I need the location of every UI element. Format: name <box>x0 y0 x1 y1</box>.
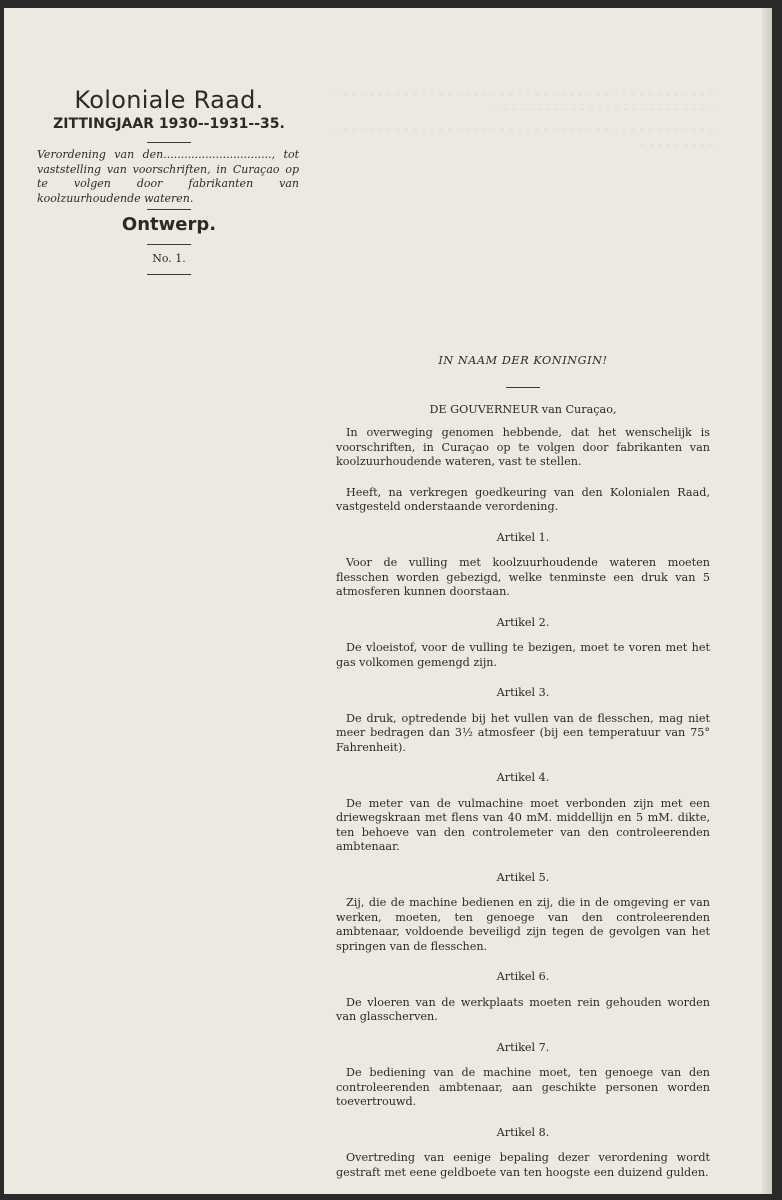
article-heading: Artikel 8. <box>496 1125 550 1139</box>
draft-label: Ontwerp. <box>121 214 217 235</box>
page-edge-shadow <box>762 8 772 1194</box>
ordinance-subject: Verordening van den..............................., tot vaststelling van voorschriften, in Curaçao op te volgen door fabrikanten van koolzuurhoudende wateren. <box>37 148 299 205</box>
ordinance-body <box>336 354 710 1180</box>
draft-rule <box>147 244 191 245</box>
article-text: Voor de vulling met koolzuurhoudende wateren moeten flesschen worden gebezigd, welke tenminste een druk van 5 atmosferen kunnen doorstaan. <box>336 556 710 598</box>
council-header <box>44 86 294 143</box>
show-through-texture: ⁃ ⁃ ⁃ ⁃ ⁃ ⁃ ⁃ ⁃ ⁃ ⁃ ⁃ ⁃ ⁃ ⁃ ⁃ ⁃ ⁃ ⁃ ⁃ ⁃ ⁃ ⁃ ⁃ ⁃ ⁃ ⁃ ⁃ ⁃ ⁃ ⁃ ⁃ ⁃ ⁃ ⁃ ⁃ ⁃ ⁃ ⁃ ⁃ ⁃ ⁃ ⁃ ⁃ ⁃ ⁃ ⁃ ⁃ ⁃ ⁃ ⁃ ⁃ ⁃ ⁃ ⁃ ⁃ ⁃ ⁃ ⁃ ⁃ ⁃ ⁃ ⁃ ⁃ ⁃ ⁃ ⁃ ⁃ ⁃ ⁃ ⁃ ⁃ ⁃ ⁃ ⁃ ⁃ ⁃ ⁃ ⁃ ⁃ ⁃ ⁃ ⁃ ⁃ ⁃ ⁃ ⁃ ⁃ ⁃ ⁃ ⁃ ⁃ ⁃ ⁃ ⁃ ⁃ ⁃ ⁃ ⁃ ⁃ ⁃ ⁃ ⁃ ⁃ ⁃ ⁃ ⁃ ⁃ ⁃ ⁃ ⁃ ⁃ ⁃ ⁃ ⁃ ⁃ ⁃ ⁃ ⁃ ⁃ ⁃ ⁃ ⁃ ⁃ <box>334 89 714 152</box>
article-text: De vloeistof, voor de vulling te bezigen, moet te voren met het gas volkomen gemengd zijn. <box>336 641 710 669</box>
header-rule <box>147 142 191 143</box>
preamble-considering: In overweging genomen hebbende, dat het wenschelijk is voorschriften, in Curaçao op te volgen door fabrikanten van koolzuurhoudende wateren, vast te stellen. <box>336 426 710 468</box>
article-heading: Artikel 6. <box>496 970 550 983</box>
session-year: ZITTINGJAAR 1930--1931--35. <box>53 116 285 132</box>
article-heading: Artikel 4. <box>496 771 550 784</box>
article-heading: Artikel 2. <box>496 615 550 629</box>
article-text: Zij, die de machine bedienen en zij, die in de omgeving er van werken, moeten, ten genoege van den controleerenden ambtenaar, voldoende beveiligd zijn tegen de gevolgen van het springen van de flesschen. <box>336 896 710 953</box>
invocation-rule <box>506 387 540 388</box>
article-text: Overtreding van eenige bepaling dezer verordening wordt gestraft met eene geldboete van ten hoogste een duizend gulden. <box>336 1151 710 1179</box>
article-text: De vloeren van de werkplaats moeten rein gehouden worden van glasscherven. <box>336 995 710 1023</box>
article-heading: Artikel 1. <box>496 530 550 544</box>
council-title: Koloniale Raad. <box>74 86 264 114</box>
subject-rule <box>147 209 191 210</box>
article-heading: Artikel 7. <box>496 1040 550 1054</box>
governor: DE GOUVERNEUR van Curaçao, <box>429 402 617 416</box>
article-heading: Artikel 3. <box>496 686 550 699</box>
draft-number: No. 1. <box>152 252 186 265</box>
article-text: De bediening van de machine moet, ten genoege van den controleerenden ambtenaar, aan geschikte personen worden toevertrouwd. <box>336 1066 710 1108</box>
invocation: IN NAAM DER KONINGIN! <box>438 354 608 367</box>
article-text: De meter van de vulmachine moet verbonden zijn met een driewegskraan met flens van 40 mM. middellijn en 5 mM. dikte, ten behoeve van den controlemeter van den controleerenden ambtenaar. <box>336 796 710 853</box>
document-page <box>4 8 772 1194</box>
preamble-approval: Heeft, na verkregen goedkeuring van den Kolonialen Raad, vastgesteld onderstaande verordening. <box>336 485 710 513</box>
article-heading: Artikel 5. <box>496 870 550 884</box>
article-text: De druk, optredende bij het vullen van de flesschen, mag niet meer bedragen dan 3½ atmosfeer (bij een temperatuur van 75° Fahrenheit). <box>336 711 710 754</box>
number-rule <box>147 274 191 275</box>
